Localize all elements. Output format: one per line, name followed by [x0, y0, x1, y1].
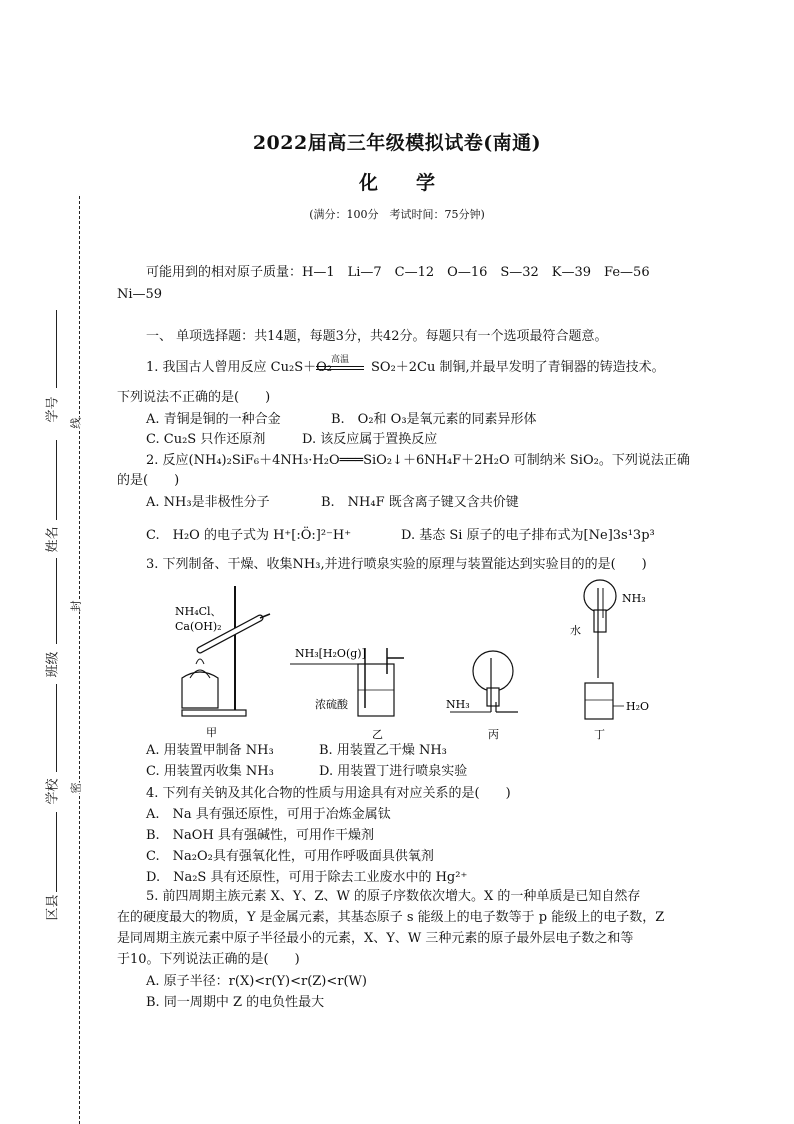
q4-option-c: C. Na₂O₂具有强氧化性，可用作呼吸面具供氧剂 [146, 849, 434, 864]
cut-word-mi: 密 [69, 782, 83, 794]
blank-line-quxian [56, 812, 57, 892]
q5-line1: 5. 前四周期主族元素 X、Y、Z、W 的原子序数依次增大。X 的一种单质是已知自然存 [146, 889, 641, 904]
q2-option-c: C. H₂O 的电子式为 H⁺[:Ö:]²⁻H⁺ [146, 528, 352, 543]
q1-stem-c: 下列说法不正确的是( ) [117, 390, 271, 405]
q2-stem-b: 的是( ) [117, 473, 180, 488]
subject-title: 化 学 [358, 172, 435, 194]
q1-condition: 高温 [330, 355, 349, 365]
q4-option-b: B. NaOH 具有强碱性，可用作干燥剂 [146, 828, 374, 843]
q4-option-a: A. Na 具有强还原性，可用于冶炼金属钛 [146, 807, 391, 822]
q5-option-b: B. 同一周期中 Z 的电负性最大 [146, 995, 325, 1010]
atomic-mass-line2: Ni—59 [117, 287, 163, 302]
q3-option-b: B. 用装置乙干燥 NH₃ [319, 743, 447, 758]
fig-ding-nh3: NH₃ [622, 592, 646, 605]
fig-ding-water: 水 [570, 624, 581, 637]
blank-line-banji [56, 558, 57, 644]
cut-word-feng: 封 [69, 600, 83, 612]
q1-option-b: B. O₂和 O₃是氧元素的同素异形体 [331, 412, 537, 427]
fig-yi-acid: 浓硫酸 [315, 698, 348, 711]
binding-dashed-line [79, 196, 80, 1124]
caption-yi: 乙 [372, 728, 383, 740]
caption-ding: 丁 [594, 728, 605, 740]
blank-line-xuexiao [56, 684, 57, 772]
q1-reaction-arrow [316, 366, 364, 367]
atomic-mass-line1: 可能用到的相对原子质量：H—1 Li—7 C—12 O—16 S—32 K—39 Fe—56 [146, 265, 650, 280]
q1-option-a: A. 青铜是铜的一种合金 [146, 412, 281, 427]
side-label-xingming: 姓名 [45, 526, 61, 553]
caption-jia: 甲 [206, 726, 217, 739]
q1-option-c: C. Cu₂S 只作还原剂 [146, 432, 266, 447]
fig-jia-reagent-1: NH₄Cl、 [175, 605, 222, 618]
q1-option-d: D. 该反应属于置换反应 [302, 432, 438, 447]
q1-stem-b: SO₂＋2Cu 制铜,并最早发明了青铜器的铸造技术。 [371, 360, 665, 375]
q1-stem-a: 1. 我国古人曾用反应 Cu₂S＋O₂ [146, 360, 332, 375]
caption-bing: 丙 [488, 728, 499, 740]
apparatus-ding [584, 580, 624, 719]
q2-option-a: A. NH₃是非极性分子 [146, 495, 270, 510]
q1-reaction-arrow-2 [316, 369, 364, 370]
exam-title: 2022届高三年级模拟试卷(南通) [252, 132, 542, 154]
fig-jia-reagent-2: Ca(OH)₂ [175, 620, 222, 633]
section-heading: 一、 单项选择题：共14题，每题3分，共42分。每题只有一个选项最符合题意。 [146, 329, 608, 344]
q2-option-b: B. NH₄F 既含离子键又含共价键 [321, 495, 519, 510]
blank-line-xuehao [56, 310, 57, 388]
q5-line4: 于10。下列说法正确的是( ) [117, 952, 300, 967]
apparatus-figure [160, 578, 680, 740]
q2-stem-a: 2. 反应(NH₄)₂SiF₆＋4NH₃·H₂O═══SiO₂↓＋6NH₄F＋2H₂O 可制纳米 SiO₂。下列说法正确 [146, 453, 690, 468]
blank-line-xingming [56, 440, 57, 520]
q4-option-d: D. Na₂S 具有还原性，可用于除去工业废水中的 Hg²⁺ [146, 870, 468, 885]
side-label-banji: 班级 [45, 651, 61, 678]
q5-line3: 是同周期主族元素中原子半径最小的元素，X、Y、W 三种元素的原子最外层电子数之和等 [117, 931, 634, 946]
q3-stem: 3. 下列制备、干燥、收集NH₃,并进行喷泉实验的原理与装置能达到实验目的的是( ) [146, 557, 647, 572]
q4-stem: 4. 下列有关钠及其化合物的性质与用途具有对应关系的是( ) [146, 786, 511, 801]
q5-line2: 在的硬度最大的物质，Y 是金属元素，其基态原子 s 能级上的电子数等于 p 能级上的电子数，Z [117, 910, 665, 925]
side-label-xuehao: 学号 [45, 396, 61, 423]
q3-option-d: D. 用装置丁进行喷泉实验 [319, 764, 468, 779]
side-label-quxian: 区县 [45, 894, 61, 921]
q3-option-a: A. 用装置甲制备 NH₃ [146, 743, 274, 758]
q3-option-c: C. 用装置丙收集 NH₃ [146, 764, 274, 779]
side-label-xuexiao: 学校 [45, 778, 61, 805]
fig-yi-gas: NH₃[H₂O(g)] [295, 647, 366, 660]
exam-meta: (满分：100分 考试时间：75分钟) [309, 208, 485, 221]
q2-option-d: D. 基态 Si 原子的电子排布式为[Ne]3s¹3p³ [401, 528, 655, 543]
fig-ding-h2o: H₂O [626, 700, 650, 713]
q5-option-a: A. 原子半径：r(X)<r(Y)<r(Z)<r(W) [146, 974, 367, 989]
fig-bing-gas: NH₃ [446, 698, 470, 711]
cut-word-xian: 线 [69, 417, 83, 429]
